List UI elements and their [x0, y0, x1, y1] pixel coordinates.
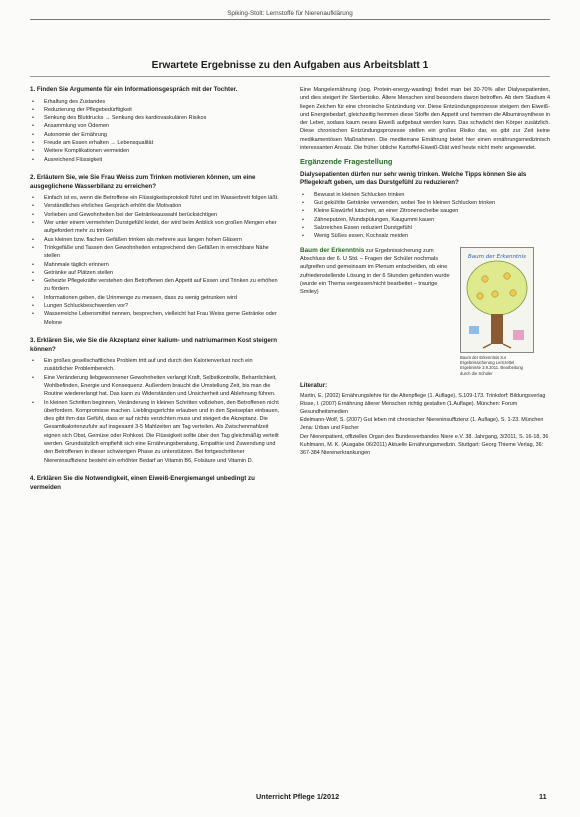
tree-of-knowledge-box [300, 247, 550, 377]
question-3: 3. Erklären Sie, wie Sie die Akzeptanz einer kalium- und natriumarmen Kost steigern können? [30, 336, 278, 353]
list-item: • Wasserreiche Lebensmittel nennen, besprechen, vielleicht hat Frau Weiss gerne Getränke oder Melone [30, 310, 282, 327]
drawing-caption: Baum der Erkenntnis zur Ergebnissicherung Lernzettel Ergebnisse 3.9.2011. Bearbeitung durch die Schüler [460, 354, 524, 376]
list-item: • In kleinen Schritten beginnen, Veränderung in kleinen Schritten vollziehen, den Betroffenen nicht überfordern. Kompromisse machen. Lieblingsgerichte erlauben und in den Speiseplan einbauen, dies gibt ihm das Gefühl, dass er auf nichts verzichten muss und steigert die Akzeptanz. Die Gesamtkalorienzufuhr auf insgesamt 3-5 Mahlzeiten am Tag verteilen. Als Zwischenmahlzeit eignen sich Obst, Gemüse oder Rohkost. Die Flüssigkeit sollte über den Tag gleichmäßig verteilt werden. Grundsätzlich empfiehlt sich eine Ernährungsberatung, Empathie und Zuwendung und den Betroffenen in dieser schwierigen Phase zu unterstützen. Bei fortgeschrittener Niereninsuffizienz besteht ein erhöhter Bedarf an Vitamin B6, Folsäure und Vitamin D. [30, 399, 282, 465]
supplement-heading: Ergänzende Fragestellung [300, 157, 393, 167]
list-item: • Senkung des Blutdrucks → Senkung des kardiovaskulären Risikos [30, 114, 282, 122]
list-item: • Getränke auf Plätzen stellen [30, 269, 282, 277]
box-text: zur Ergebnissicherung zum Abschluss der 6. U Std. – Fragen der Schüler nochmals aufgreifen und gemeinsam im Plenum entscheiden, ob eine zufriedenstellende Lösung in der 6 Stunden gefunden wurde (wurde ein Thema vergessen/nicht bearbeitet – traurige Smiley) [300, 247, 450, 296]
list-item: • Wer unter einem vermehrten Durstgefühl leidet, der wird beim Anblick von großen Mengen eher aufgefordert mehr zu trinken [30, 219, 282, 236]
left-column [30, 86, 282, 495]
header-rule [30, 19, 550, 20]
list-item: • Ansammlung von Ödemen [30, 122, 282, 130]
list-item: • Einfach ist es, wenn die Betroffene ein Flüssigkeitsprotokoll führt und im Wasserbrett folgen läßt. [30, 194, 282, 202]
literature [300, 382, 550, 457]
box-heading: Baum der Erkenntnis [300, 246, 365, 254]
list-item: • Informationen geben, die Urinmenge zu messen, dass zu wenig getrunken wird [30, 294, 282, 302]
list-item: • Aus kleinen bzw. flachen Gefäßen trinken als mehrere aus langen hohen Gläsern [30, 236, 282, 244]
question-2-answers [30, 194, 282, 327]
list-item: • Reduzierung der Pflegebedürftigkeit [30, 106, 282, 114]
list-item: • Lungen Schluckbeschwerden vor? [30, 302, 282, 310]
list-item: • Gut gekühlte Getränke verwenden, wobei Tee in kleinen Schlucken trinken [300, 199, 550, 207]
literature-entry: Martin, E. (2002) Ernährungslehre für die Altenpflege (1. Auflage), S.109-173. Trinkdorf: Bildungsverlag [300, 392, 546, 399]
literature-entry: Edelmann-Wolf, S. (2007) Gut leben mit chronischer Niereninsuffizienz (1. Auflage), S. 1-23. München Jena: Urban und Fischer [300, 417, 544, 431]
list-item: • Ausreichend Flüssigkeit [30, 156, 282, 164]
list-item: • Autonomie der Ernährung [30, 131, 282, 139]
answer-4-paragraph: Eine Mangelernährung (sog. Protein-energy-wasting) findet man bei 30-70% aller Dialysepatienten, und dies steigert ihr Sterberisiko. Ältere Menschen sind besonders davon betroffen. Ab dem Stadium 4 liegen Zeichen für eine chronische Entzündung vor. Diese Entzündungsprozesse steigern den Eiweiß- und Energiebedarf, gleichzeitig hemmen diese Stoffe den Appetit und hemmen die Albuminsynthese in der Leber, sodass kaum neues Eiweiß aufgebaut werden kann. Das schwächt den Körper zusätzlich. Diese chronischen Entzündungsprozesse stellen ein großes Risiko dar, es gibt zur Zeit keine medikamentösen Maßnahmen. Die mediterrane Ernährung bietet hier einen ernährungsmedizinisch interessanten Ansatz. Die früher übliche Kartoffel-Eiweiß-Diät wird heute nicht mehr angewendet. [300, 87, 550, 152]
literature-entry: Der Nierenpatient, offizielles Organ des Bundesverbandes Niere e.V. 38. Jahrgang, 3/2011, S. 16-18, 36 [300, 433, 549, 440]
list-item: • Erhaltung des Zustandes [30, 98, 282, 106]
running-header: Spiking-Stolt: Lernstoffe für Nierenaufklärung [227, 10, 353, 17]
page-number: 11 [539, 792, 547, 801]
list-item: • Eine Veränderung liebgewonnener Gewohnheiten verlangt Kraft, Selbstkontrolle, Beharrlichkeit, Wohlbefinden, Energie und Konsequenz. Außerdem braucht die Umstellung Zeit, bis man die Routine wiedererlangt hat. Das kann zu Widerständen und Unsicherheit und Ablehnung führen. [30, 374, 282, 399]
list-item: • Bewusst in kleinen Schlucken trinken [300, 191, 550, 199]
list-item: • Verständliches ehrliches Gespräch erhöht die Motivation [30, 202, 282, 210]
footer-magazine: Unterricht Pflege 1/2012 [256, 792, 340, 801]
tree-drawing [460, 247, 534, 353]
list-item: • Geheizte Pflegekräfte verstehen den Betroffenen den Appetit auf Essen und Trinken zu erhöhen zu fördern [30, 277, 282, 294]
supplement-answers [300, 191, 550, 241]
literature-entry: Kuhlmann, M. K. (Ausgabe 06/2011) Aktuelle Ernährungsmedizin. Stuttgart: Georg Thieme Verlag, 36: 367-384 Nierenerkrankungen [300, 442, 544, 456]
page-title: Erwartete Ergebnisse zu den Aufgaben aus Arbeitsblatt 1 [151, 60, 429, 71]
title-rule [30, 76, 550, 77]
list-item: • Freude am Essen erhalten → Lebensqualität [30, 139, 282, 147]
question-4: 4. Erklären Sie die Notwendigkeit, einen Eiweiß-Energiemangel unbedingt zu vermeiden [30, 474, 255, 491]
supplement-question: Dialysepatienten dürfen nur sehr wenig trinken. Welche Tipps können Sie als Pflegekraft geben, um das Durstgefühl zu reduzieren? [300, 170, 527, 187]
question-3-answers [30, 357, 282, 465]
list-item: • Mahnmale täglich erinnern [30, 261, 282, 269]
list-item: • Weitere Komplikationen vermeiden [30, 147, 282, 155]
question-1-answers [30, 98, 282, 164]
question-1: 1. Finden Sie Argumente für ein Informationsgespräch mit der Tochter. [30, 86, 238, 93]
list-item: • Wenig Süßes essen, Kochsalz meiden [300, 232, 550, 240]
question-2: 2. Erläutern Sie, wie Sie Frau Weiss zum Trinken motivieren können, um eine ausgeglichene Wasserbilanz zu erreichen? [30, 173, 256, 190]
drawing-title: Baum der Erkenntnis [468, 253, 526, 260]
list-item: • Vorlieben und Gewohnheiten bei der Getränkeauswahl berücksichtigen [30, 211, 282, 219]
literature-entry: Risse, I. (2007) Ernährung älterer Menschen richtig gestalten (1.Auflage). München: Forum Gesundheitsmedien [300, 401, 518, 415]
literature-heading: Literatur: [300, 382, 328, 390]
list-item: • Kleine Eiswürfel lutschen, an einer Zitronenscheibe saugen [300, 207, 550, 215]
tree-illustration [461, 248, 533, 352]
list-item: • Ein großes gesellschaftliches Problem tritt auf und durch den Kalorienverlust noch ein zusätzlicher Problembereich. [30, 357, 282, 374]
right-column [300, 86, 550, 458]
list-item: • Salzreiches Essen reduziert Durstgefühl [300, 224, 550, 232]
list-item: • Trinkgefäße und Tassen den Gewohnheiten entsprechend den Gefäßen in erreichbare Nähe stellen [30, 244, 282, 261]
list-item: • Zähneputzen, Mundspülungen, Kaugummi kauen [300, 216, 550, 224]
